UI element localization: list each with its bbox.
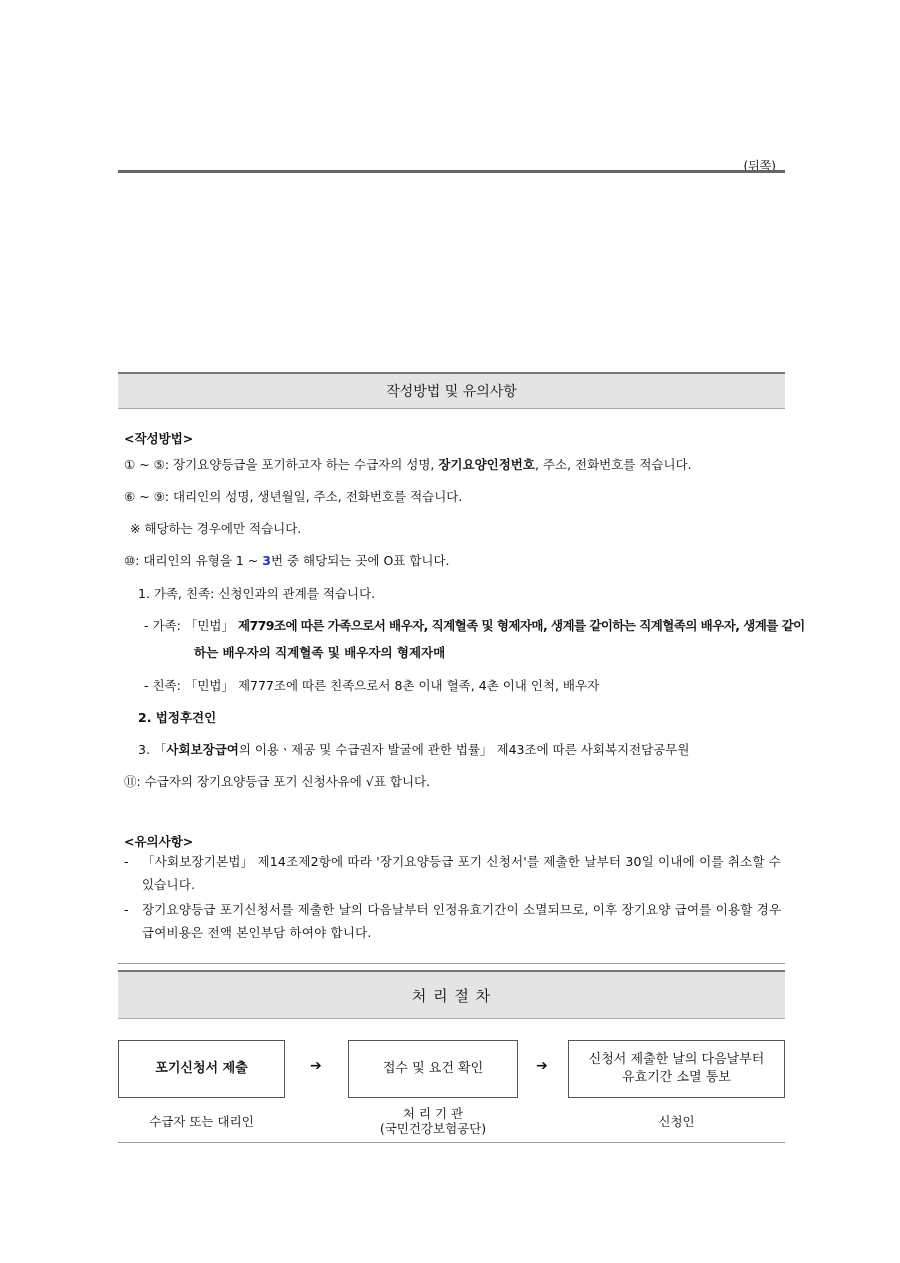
caution-text-1: 「사회보장기본법」 제14조제2항에 따라 '장기요양등급 포기 신청서'를 제출한 날부터 30일 이내에 이를 취소할 수 있습니다. — [142, 854, 782, 892]
agent-type-1: 1. 가족, 친족: 신청인과의 관계를 적습니다. — [138, 586, 376, 601]
agent-type-1-relative: - 친족: 「민법」 제777조에 따른 친족으로서 8촌 이내 혈족, 4촌 이내 인척, 배우자 — [144, 678, 600, 693]
instruction-item-11: ⑪: 수급자의 장기요양등급 포기 신청사유에 √표 합니다. — [124, 774, 431, 789]
procedure-divider — [118, 963, 785, 964]
instruction-item-10 — [124, 551, 450, 569]
instruction-text: 의 이용ㆍ제공 및 수급권자 발굴에 관한 법률」 제43조에 따른 사회복지전담공무원 — [238, 742, 690, 757]
instruction-text: 3. 「 — [138, 742, 167, 757]
procedure-step-1-actor: 수급자 또는 대리인 — [149, 1114, 254, 1129]
instruction-bold-text: 사회보장급여 — [166, 742, 239, 757]
instructions-section-title: 작성방법 및 유의사항 — [386, 384, 517, 400]
procedure-step-1-label: 포기신청서 제출 — [155, 1061, 248, 1076]
procedure-step-1-box — [118, 1040, 285, 1098]
procedure-step-3-label-line1: 신청서 제출한 날의 다음날부터 — [588, 1052, 765, 1067]
procedure-step-2-actor-name: 처 리 기 관 — [402, 1106, 464, 1121]
instruction-text: - 가족: 「민법」 — [144, 618, 238, 633]
agent-type-1-family — [144, 616, 805, 634]
instruction-bold-text: 제779조에 따른 가족으로서 배우자, 직계혈족 및 형제자매, 생계를 같이하는 직계혈족의 배우자, 생계를 같이 — [237, 618, 805, 633]
procedure-title: 처 리 절 차 — [411, 986, 492, 1005]
page-side-label: (뒤쪽) — [743, 159, 776, 173]
instruction-note: ※ 해당하는 경우에만 적습니다. — [130, 521, 302, 536]
procedure-step-3-actor: 신청인 — [658, 1114, 695, 1129]
arrow-right-icon: ➔ — [536, 1058, 548, 1074]
procedure-step-2-actor-sub: (국민건강보험공단) — [379, 1121, 487, 1136]
instruction-text: 번 중 해당되는 곳에 O표 합니다. — [270, 553, 450, 568]
procedure-step-2-box — [348, 1040, 518, 1098]
agent-type-3 — [138, 740, 689, 758]
caution-text-2: 장기요양등급 포기신청서를 제출한 날의 다음날부터 인정유효기간이 소멸되므로, 이후 장기요양 급여를 이용할 경우 급여비용은 전액 본인부담 하여야 합니다. — [142, 902, 782, 940]
procedure-section-header — [118, 970, 785, 1019]
arrow-right-icon: ➔ — [310, 1058, 322, 1074]
instructions-section-header — [118, 372, 785, 409]
instruction-bold-text: 장기요양인정번호 — [438, 457, 535, 472]
procedure-step-3-box — [568, 1040, 785, 1098]
procedure-step-2-actor — [348, 1106, 518, 1136]
instruction-item-1-5 — [124, 455, 692, 473]
caution-dash: - — [124, 902, 129, 917]
instruction-item-6-9: ⑥ ~ ⑨: 대리인의 성명, 생년월일, 주소, 전화번호를 적습니다. — [124, 489, 463, 504]
instruction-text: , 주소, 전화번호를 적습니다. — [534, 457, 692, 472]
caution-dash: - — [124, 854, 129, 869]
caution-heading: <유의사항> — [124, 834, 194, 849]
procedure-step-3-label-line2: 유효기간 소멸 통보 — [622, 1070, 731, 1085]
instruction-text: ① ~ ⑤: 장기요양등급을 포기하고자 하는 수급자의 성명, — [124, 457, 439, 472]
method-heading: <작성방법> — [124, 431, 194, 446]
instruction-text: ⑩: 대리인의 유형을 1 ~ — [124, 553, 263, 568]
agent-type-2: 2. 법정후견인 — [138, 710, 217, 725]
instruction-highlight: 3 — [262, 553, 271, 568]
caution-item-1 — [124, 850, 792, 896]
procedure-bottom-divider — [118, 1142, 785, 1143]
caution-item-2 — [124, 898, 792, 944]
procedure-step-2-label: 접수 및 요건 확인 — [382, 1061, 484, 1076]
agent-type-1-family-cont: 하는 배우자의 직계혈족 및 배우자의 형제자매 — [194, 645, 446, 660]
top-divider — [118, 170, 785, 173]
